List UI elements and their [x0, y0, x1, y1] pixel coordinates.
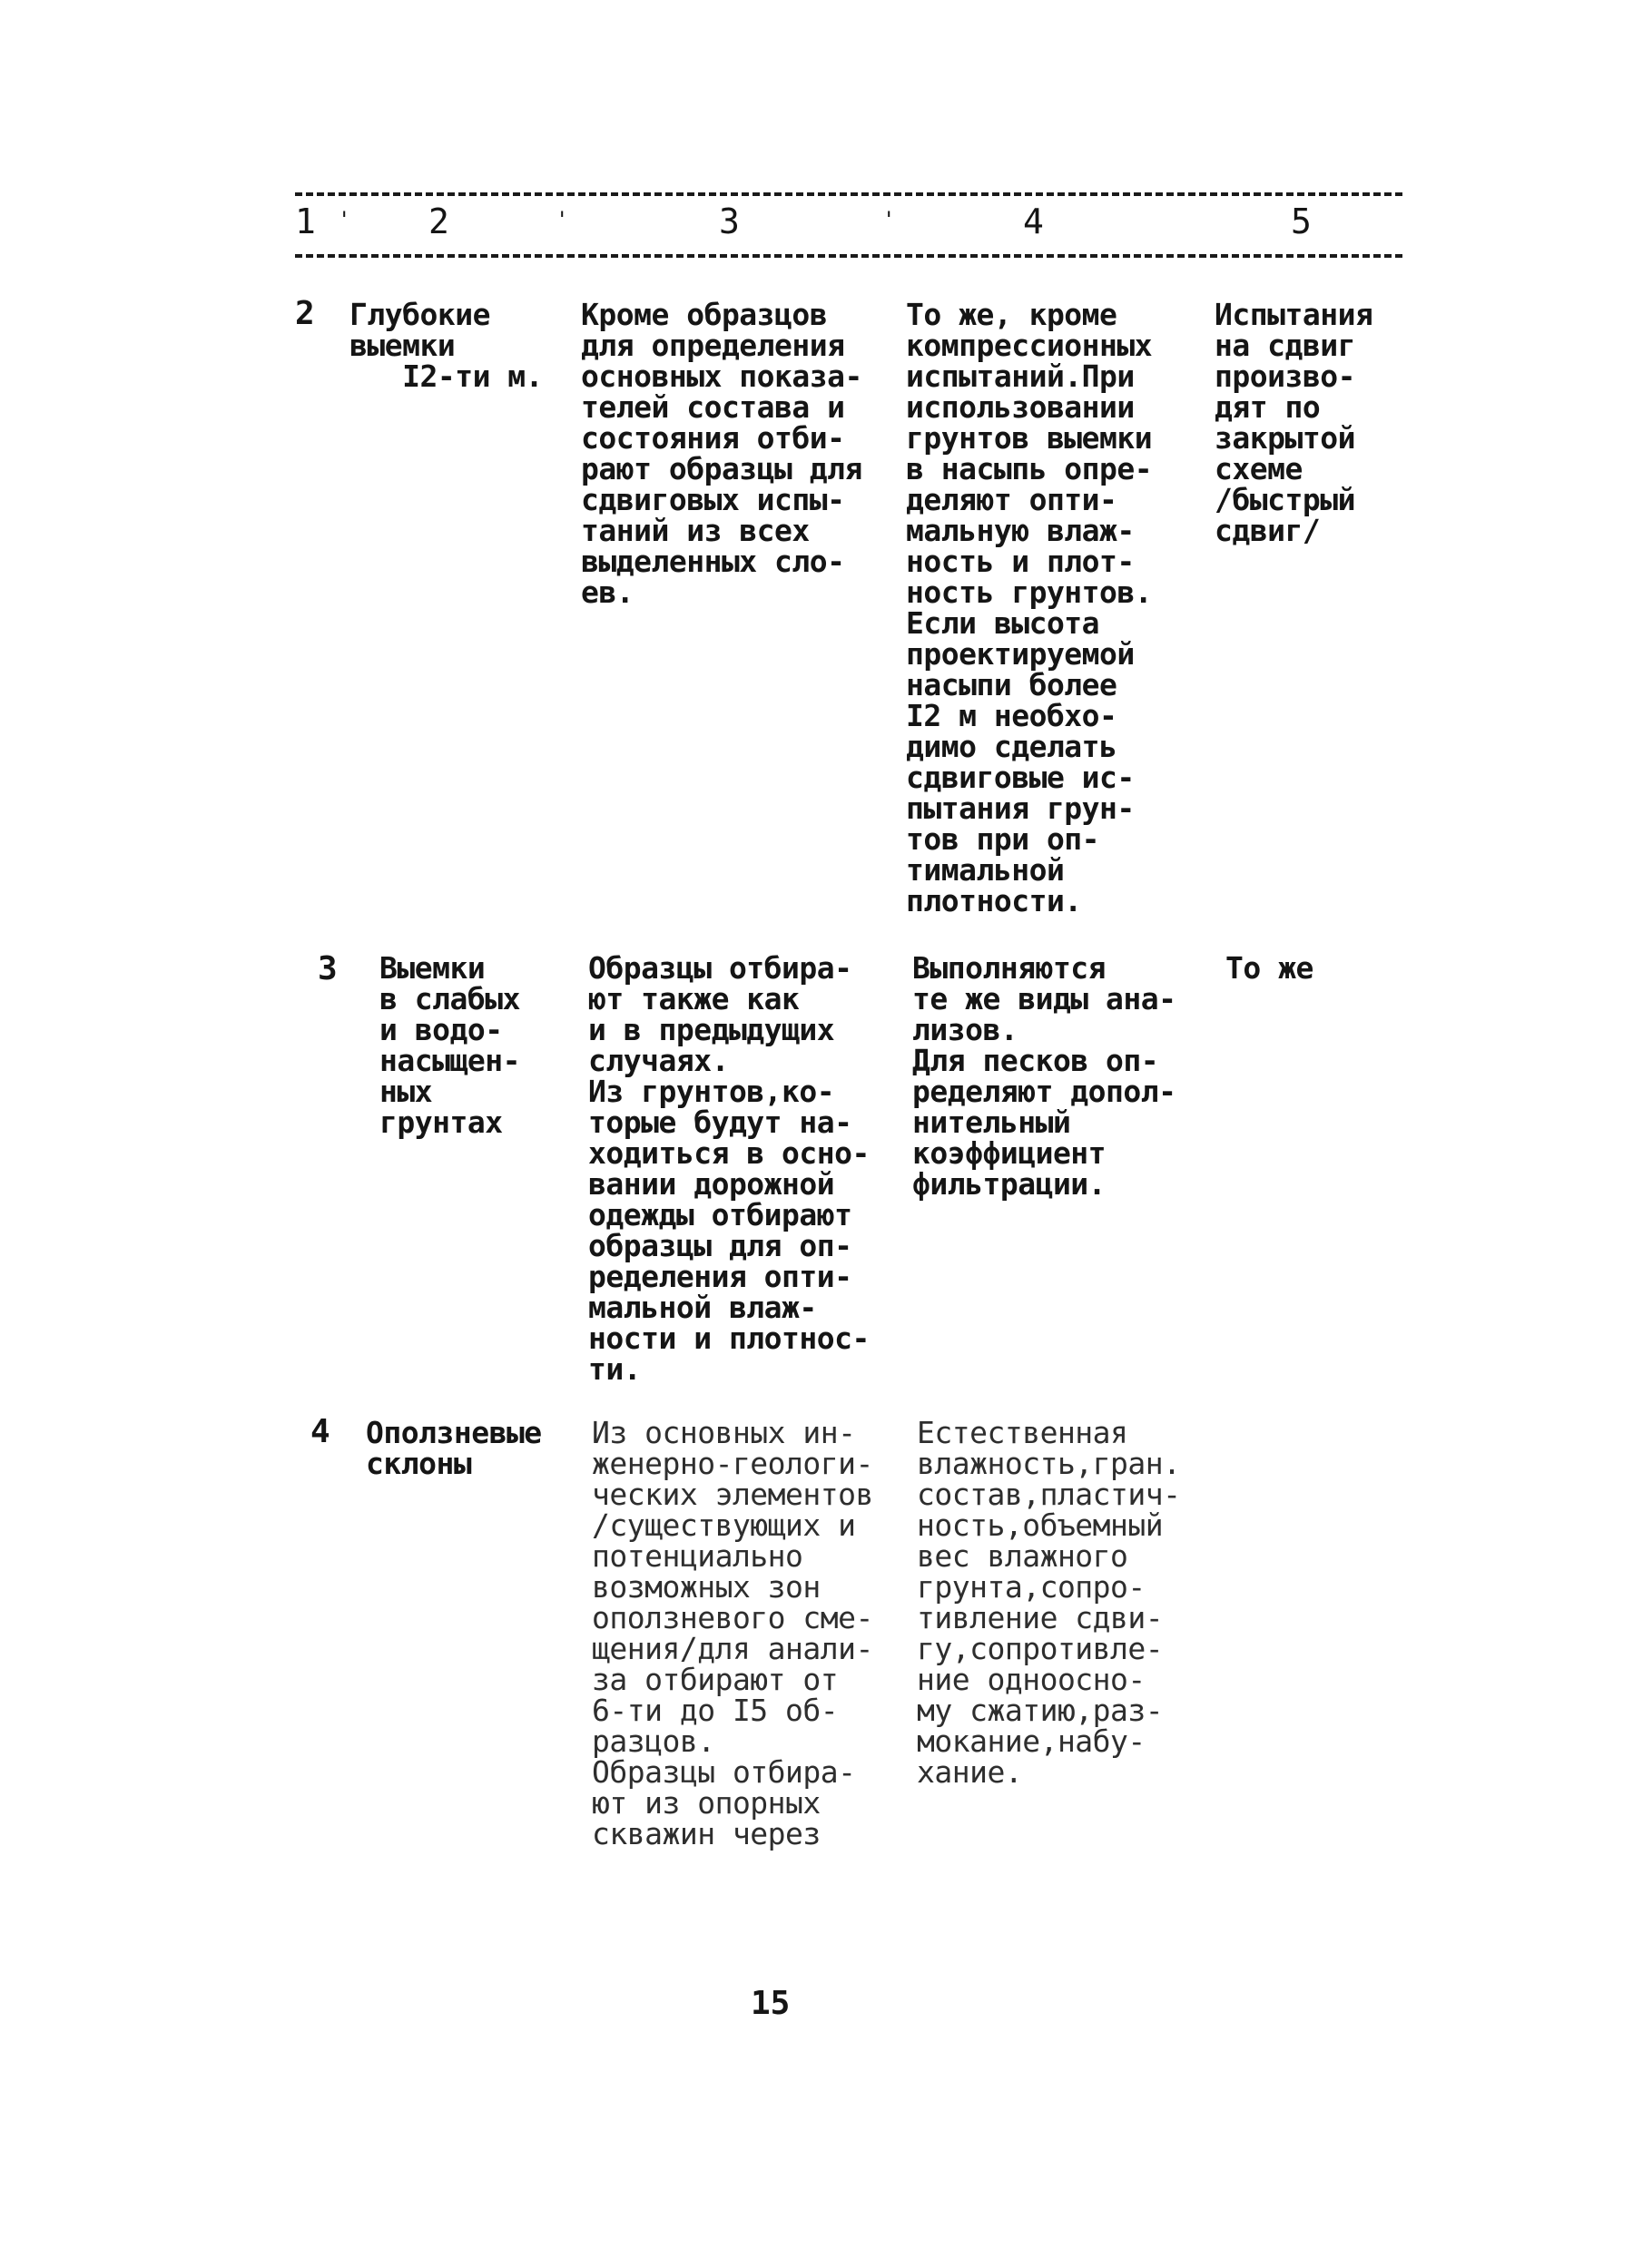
- row-object-type: Глубокие выемки I2-ти м.: [349, 297, 544, 394]
- row-sampling-text: Образцы отбира- ют также как и в предыдущих случаях. Из грунтов,ко- торые будут на- ходиться в осно- вании дорожной одежды отбирают образцы для оп- ределения опти- мальной влаж- ности и плотнос- ти.: [588, 950, 870, 1387]
- header-col-3: 3: [719, 201, 740, 241]
- row-object-type: Выемки в слабых и водо- насыщен- ных грунтах: [379, 950, 520, 1140]
- row-number: 2: [295, 295, 315, 332]
- header-separator: ': [882, 207, 896, 232]
- page-number: 15: [751, 1985, 791, 2022]
- header-col-2: 2: [428, 201, 449, 241]
- row-object-type: Оползневые склоны: [366, 1415, 542, 1481]
- header-separator: ': [556, 207, 569, 232]
- row-note-text: Испытания на сдвиг произво- дят по закрытой схеме /быстрый сдвиг/: [1215, 297, 1373, 548]
- row-analysis-text: То же, кроме компрессионных испытаний.При использовании грунтов выемки в насыпь опре- деляют опти- мальную влаж- ность и плот- ность грунтов. Если высота проектируемой насыпи более I2 м необхо- димо сделать сдвиговые ис- пытания грун- тов при оп- тимальной плотности.: [906, 297, 1153, 918]
- header-col-4: 4: [1023, 201, 1044, 241]
- table-header-top-rule: [295, 192, 1402, 196]
- header-col-5: 5: [1291, 201, 1312, 241]
- row-note-text: То же: [1225, 950, 1313, 986]
- row-analysis-text: Естественная влажность,гран. состав,пластич- ность,объемный вес влажного грунта,сопро- тивление сдви- гу,сопротивле- ние одноосно- му сжатию,раз- мокание,набу- хание.: [917, 1415, 1181, 1790]
- row-sampling-text: Из основных ин- женерно-геологи- ческих элементов /существующих и потенциально возможных зон оползневого сме- щения/для анали- за отбирают от 6-ти до I5 об- разцов. Образцы отбира- ют из опорных скважин через: [592, 1415, 873, 1851]
- row-number: 3: [318, 950, 338, 987]
- row-analysis-text: Выполняются те же виды ана- лизов. Для песков оп- ределяют допол- нительный коэффициент фильтрации.: [912, 950, 1176, 1202]
- table-header-bottom-rule: [295, 254, 1402, 258]
- row-number: 4: [310, 1413, 330, 1450]
- header-col-1: 1: [295, 201, 316, 241]
- header-separator: ': [338, 207, 351, 232]
- row-sampling-text: Кроме образцов для определения основных показа- телей состава и состояния отби- рают образцы для сдвиговых испы- таний из всех выделенных сло- ев.: [581, 297, 862, 610]
